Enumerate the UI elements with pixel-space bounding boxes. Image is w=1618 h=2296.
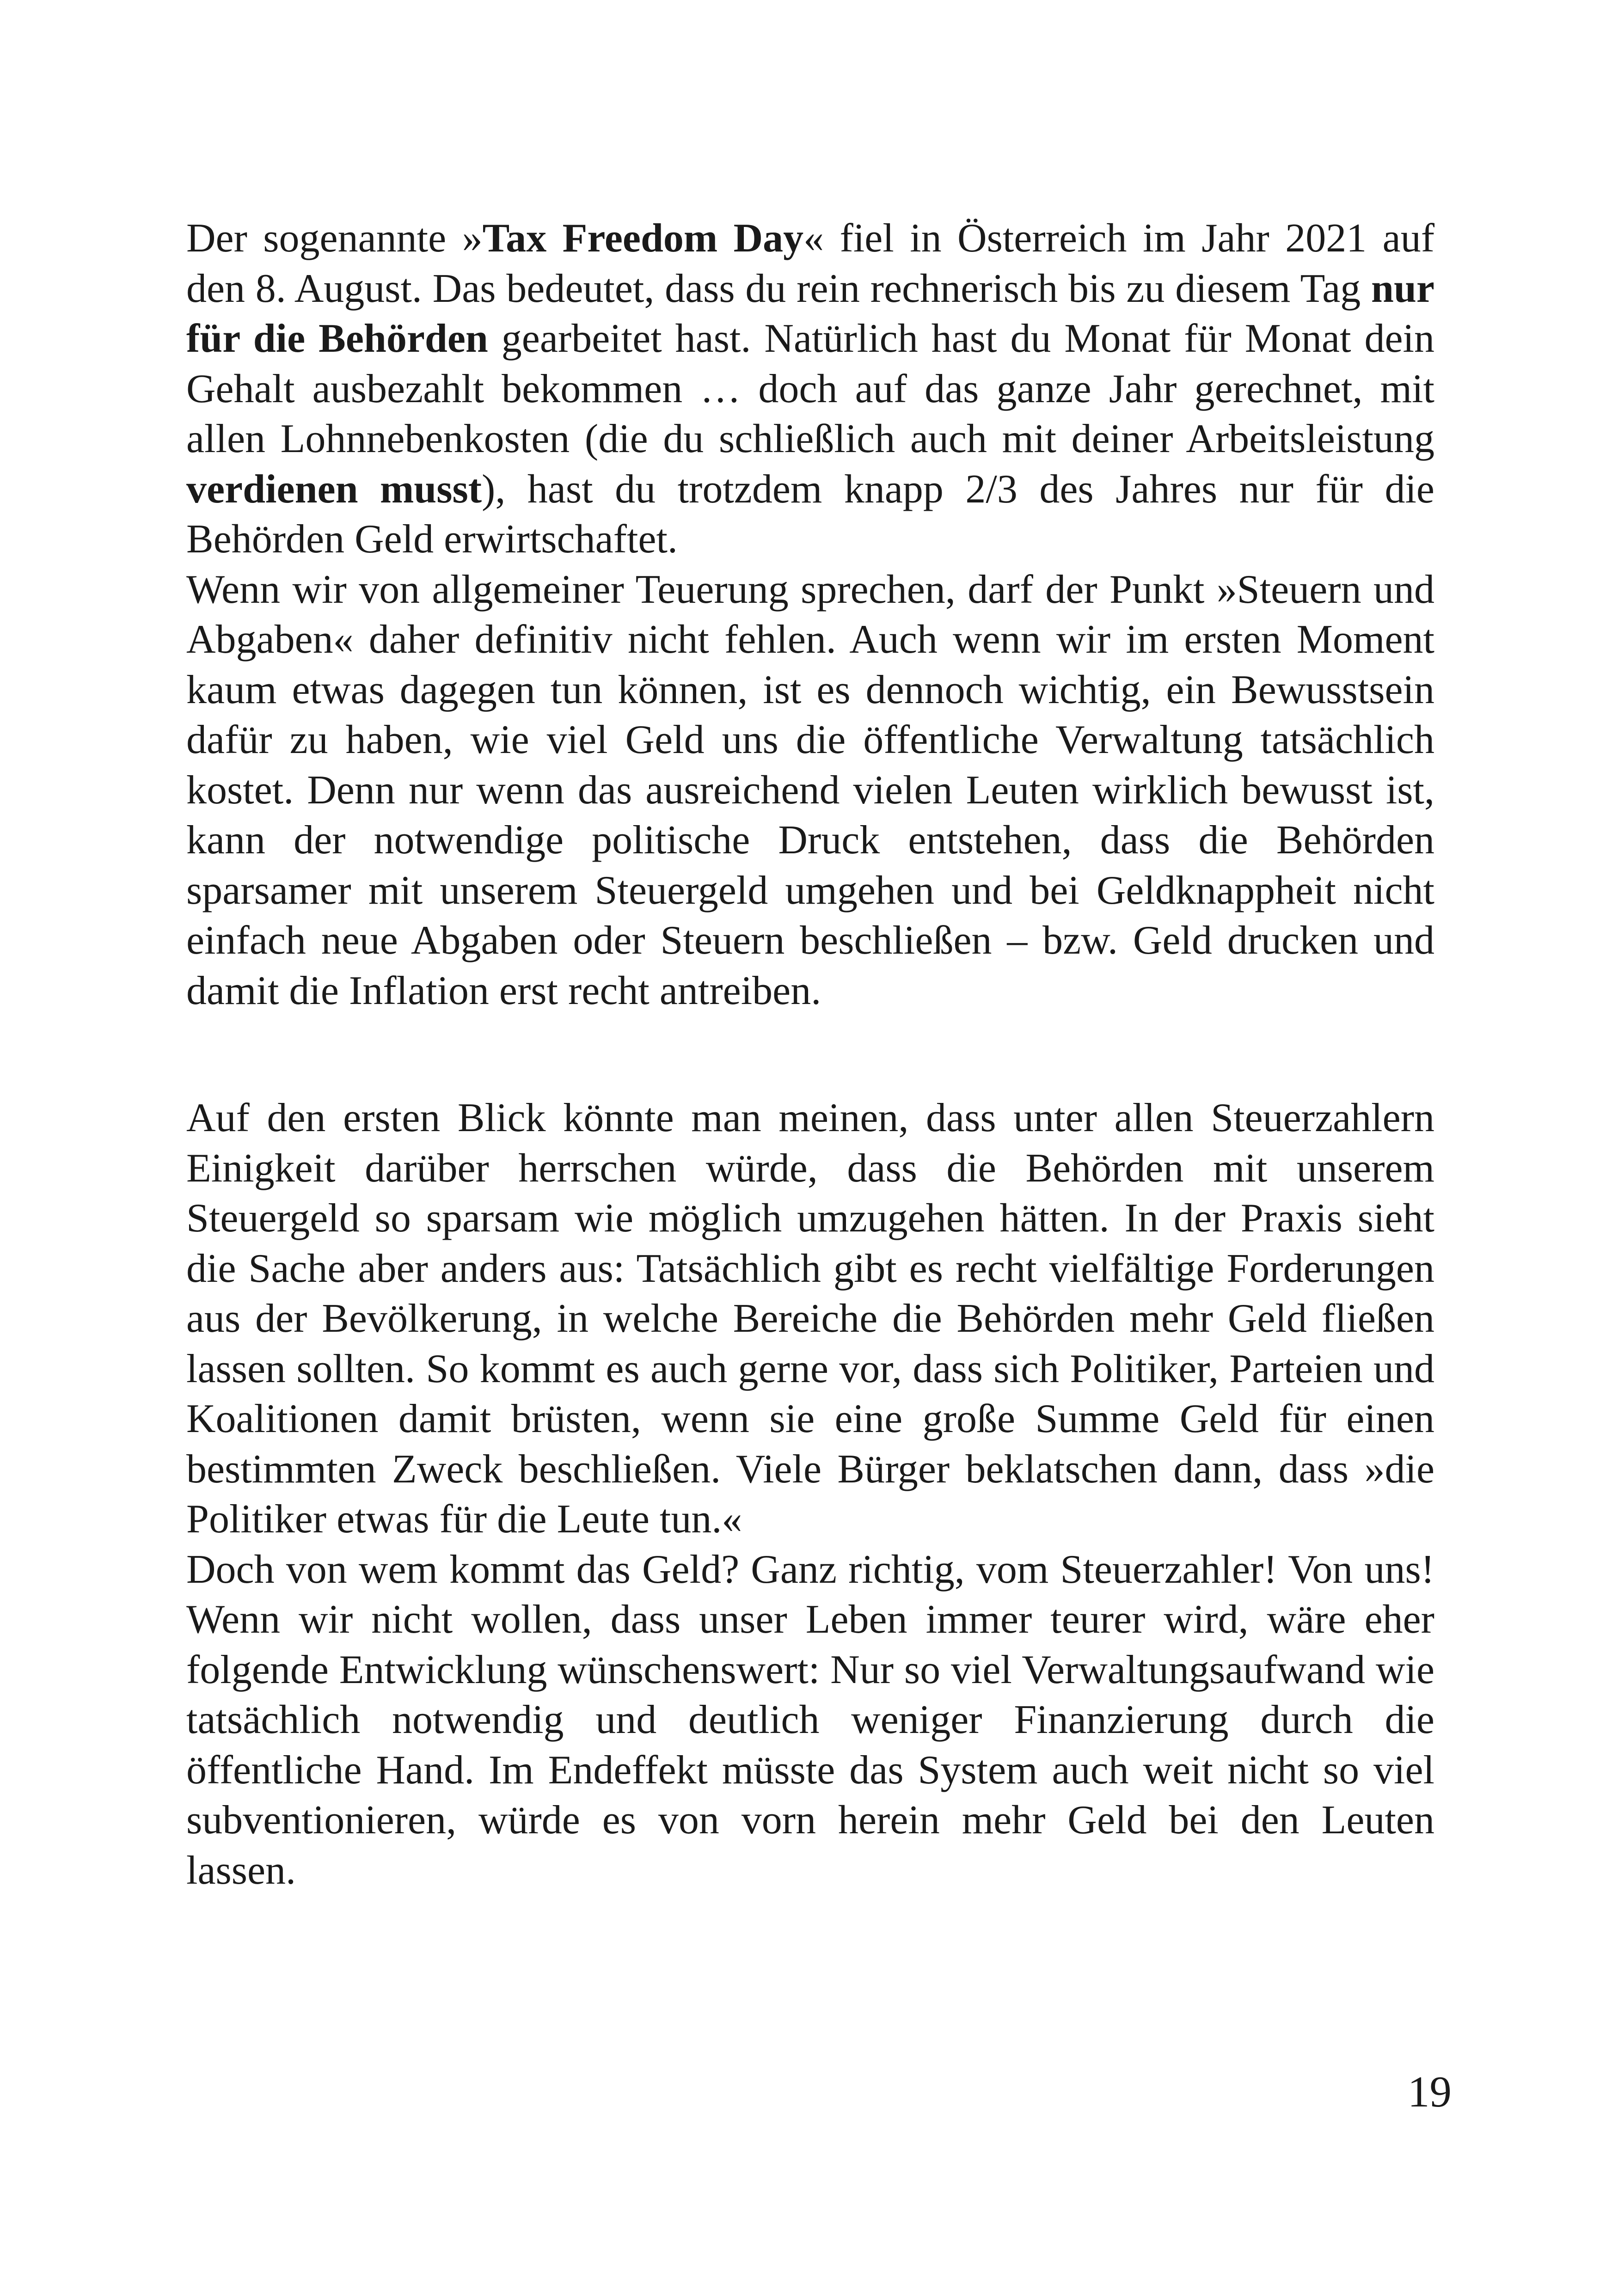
paragraph-steuerzahler: Doch von wem kommt das Geld? Ganz richtig, vom Steuerzahler! Von uns! Wenn wir nicht wollen, dass unser Leben immer teurer wird, wäre eher folgende Entwicklung wünschenswert: Nur so viel Verwaltungsaufwand wie tatsächlich notwendig und deutlich weniger Finanzierung durch die öffentliche Hand. Im Endeffekt müsste das System auch weit nicht so viel subventionieren, würde es von vorn herein mehr Geld bei den Leuten lassen. (186, 1547, 1434, 1893)
text-block-top (186, 214, 1434, 1016)
paragraph-tax-freedom-day (186, 214, 1434, 565)
text-run: gearbeitet hast. Natürlich hast du Monat für Monat dein Gehalt ausbezahlt bekommen … doch auf das ganze Jahr gerechnet, mit allen Lohnnebenkosten (die du schließlich auch mit deiner Arbeitsleistung (186, 316, 1435, 461)
paragraph-teuerung: Wenn wir von allgemeiner Teuerung sprechen, darf der Punkt »Steuern und Abgaben« daher definitiv nicht fehlen. Auch wenn wir im ersten Moment kaum etwas dagegen tun können, ist es dennoch wichtig, ein Bewusstsein dafür zu haben, wie viel Geld uns die öffentliche Verwaltung tatsächlich kostet. Denn nur wenn das ausreichend vielen Leuten wirklich bewusst ist, kann der notwendige politische Druck entstehen, dass die Behörden sparsamer mit unserem Steuergeld umgehen und bei Geldknappheit nicht einfach neue Abgaben oder Steuern beschließen – bzw. Geld drucken und damit die Inflation erst recht antreiben. (186, 567, 1434, 1013)
text-block-bottom (186, 1093, 1434, 1896)
paragraph-erster-blick: Auf den ersten Blick könnte man meinen, dass unter allen Steuerzahlern Einigkeit darüber herrschen würde, dass die Behörden mit unserem Steuergeld so sparsam wie möglich umzugehen hätten. In der Praxis sieht die Sache aber anders aus: Tatsächlich gibt es recht vielfältige Forderungen aus der Bevölkerung, in welche Bereiche die Behörden mehr Geld fließen lassen sollten. So kommt es auch gerne vor, dass sich Politiker, Parteien und Koalitionen damit brüsten, wenn sie eine große Summe Geld für einen bestimmten Zweck beschließen. Viele Bürger beklatschen dann, dass »die Politiker etwas für die Leute tun.« (186, 1096, 1434, 1542)
bold-phrase: nur für die Behörden (186, 266, 1434, 361)
text-run: « fiel in Österreich im Jahr 2021 auf den 8. August. Das bedeutet, dass du rein rechnerisch bis zu diesem Tag (186, 216, 1435, 311)
page-number: 19 (1408, 2067, 1452, 2116)
text-run: ), hast du trotzdem knapp 2/3 des Jahres nur für die Behörden Geld erwirtschaftet. (186, 466, 1434, 562)
bold-phrase: verdienen musst (186, 466, 482, 512)
bold-phrase: Tax Freedom Day (482, 216, 804, 261)
text-run: Der sogenannte » (186, 216, 483, 261)
